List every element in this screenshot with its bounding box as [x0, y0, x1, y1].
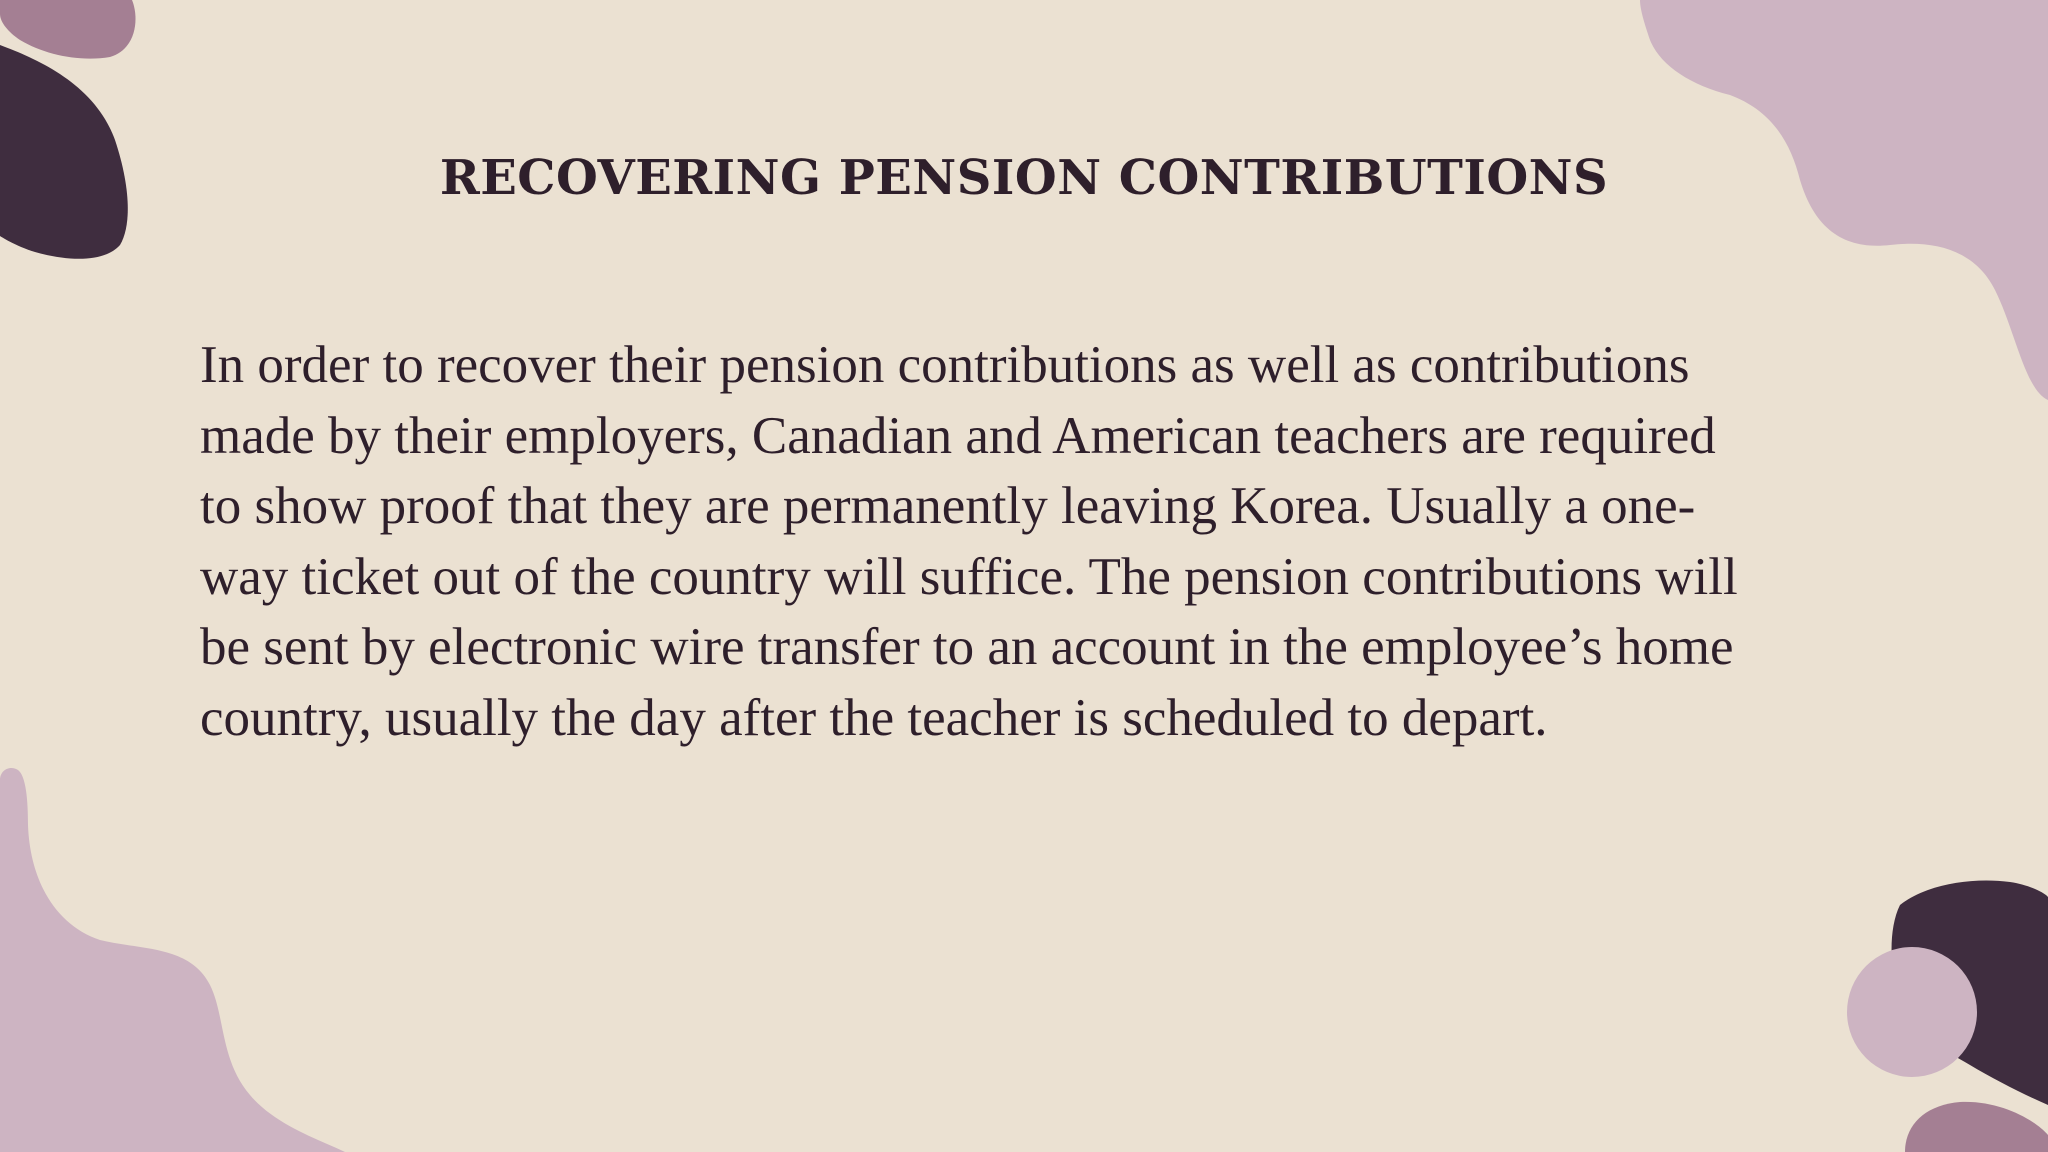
body-line: be sent by electronic wire transfer to an account in the employee’s home — [200, 618, 1734, 676]
body-line: In order to recover their pension contributions as well as contributions — [200, 336, 1690, 394]
blob-bottom-right-circle — [1847, 947, 1977, 1077]
body-line: to show proof that they are permanently leaving Korea. Usually a one- — [200, 477, 1696, 535]
body-line: country, usually the day after the teacher is scheduled to depart. — [200, 688, 1548, 747]
blob-bottom-right-mauve — [1905, 1102, 2048, 1152]
blob-top-left-mauve — [0, 0, 136, 59]
body-line: way ticket out of the country will suffice. The pension contributions will — [200, 547, 1738, 606]
blob-bottom-left-light — [0, 768, 345, 1152]
slide-body — [200, 330, 1880, 753]
slide-title: RECOVERING PENSION CONTRIBUTIONS — [439, 150, 1609, 206]
body-line: made by their employers, Canadian and American teachers are required — [200, 406, 1716, 465]
